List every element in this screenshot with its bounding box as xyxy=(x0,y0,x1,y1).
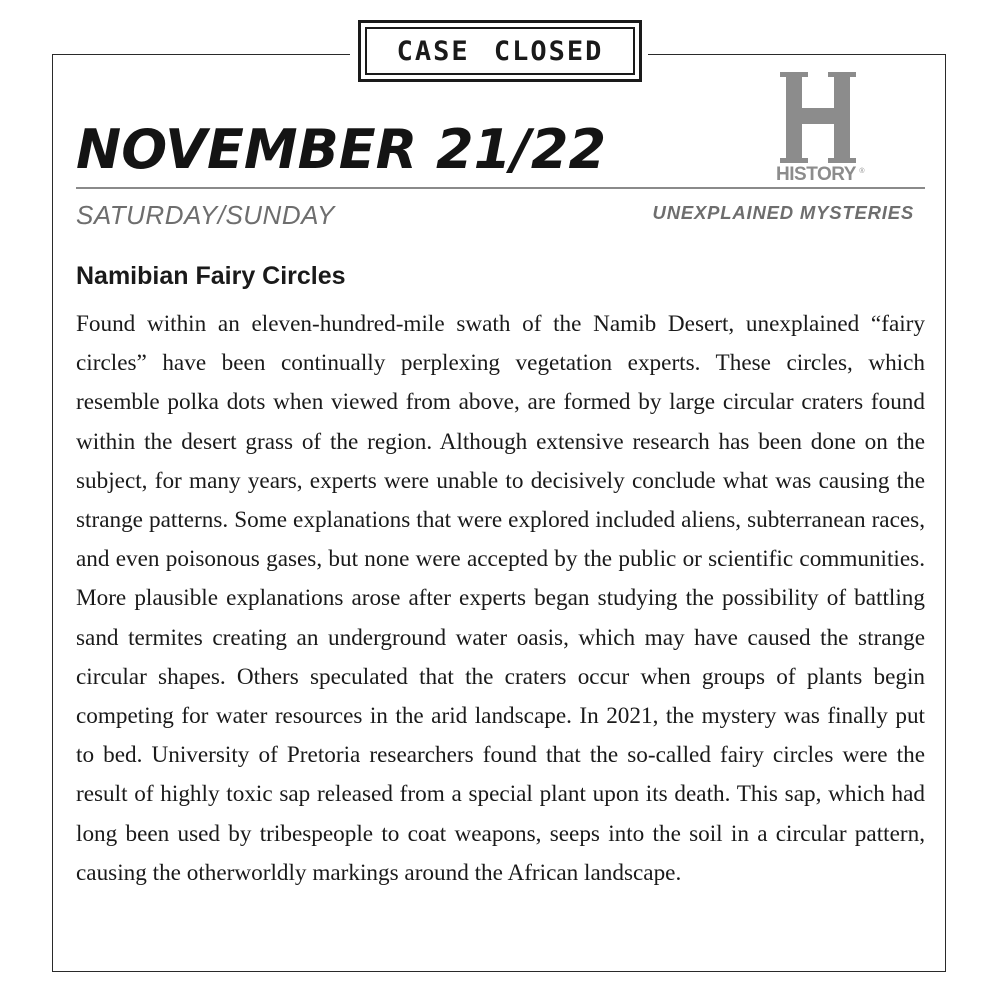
history-logo xyxy=(770,70,866,184)
trademark-symbol: ® xyxy=(859,168,865,175)
header-divider xyxy=(76,187,925,189)
day-label: SATURDAY/SUNDAY xyxy=(76,200,335,230)
date-heading: NOVEMBER 21/22 xyxy=(76,118,607,181)
category-label: UNEXPLAINED MYSTERIES xyxy=(652,202,914,223)
history-wordmark: HISTORY xyxy=(776,164,856,184)
article-body: Found within an eleven-hundred-mile swath of the Namib Desert, unexplained “fairy circles” have been continually perplexing vegetation experts. These circles, which resemble polka dots when viewed from above, are formed by large circular craters found within the desert grass of the region. Although extensive research has been done on the subject, for many years, experts were unable to decisively conclude what was causing the strange patterns. Some explanations that were explored included aliens, subterranean races, and even poisonous gases, but none were accepted by the public or scientific communities. More plausible explanations arose after experts began studying the possibility of battling sand termites creating an underground water oasis, which may have caused the strange circular shapes. Others speculated that the craters occur when groups of plants begin competing for water resources in the arid landscape. In 2021, the mystery was finally put to bed. University of Pretoria researchers found that the so-called fairy circles were the result of highly toxic sap released from a special plant upon its death. This sap, which had long been used by tribespeople to coat weapons, seeps into the soil in a circular pattern, causing the otherworldly markings around the African landscape. xyxy=(76,311,925,886)
article-title: Namibian Fairy Circles xyxy=(76,262,346,290)
case-closed-label: CASE CLOSED xyxy=(396,35,604,67)
case-closed-stamp xyxy=(358,20,642,82)
case-closed-stamp-inner xyxy=(365,27,635,75)
history-h-icon xyxy=(780,72,856,163)
